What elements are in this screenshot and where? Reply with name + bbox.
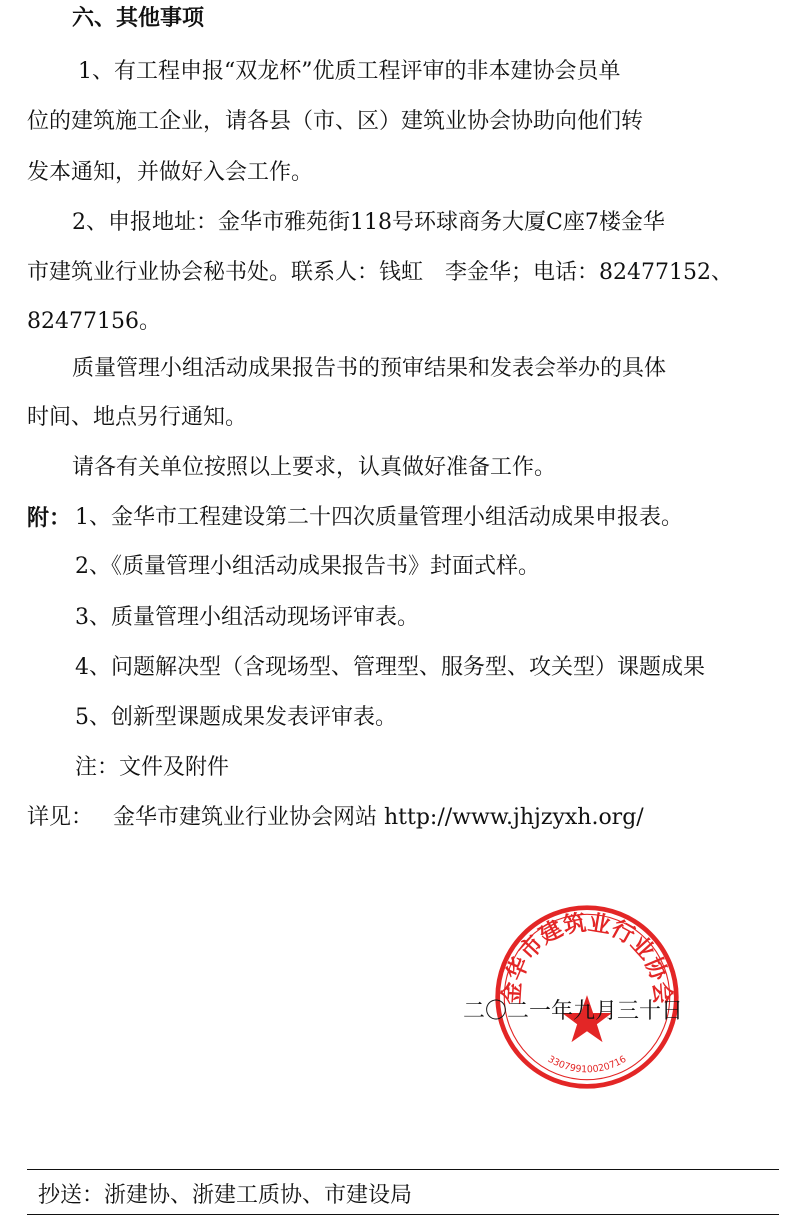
- website-link[interactable]: 金华市建筑业行业协会网站 http://www.jhjzyxh.org/: [113, 805, 644, 830]
- cc-line: 抄送：浙建协、浙建工质协、市建设局: [38, 1183, 413, 1208]
- seal-number-text: 3307991002071​6: [545, 1053, 629, 1076]
- item1-line2: 位的建筑施工企业，请各县（市、区）建筑业协会协助向他们转: [27, 109, 644, 134]
- attachment-item-1: 1、金华市工程建设第二十四次质量管理小组活动成果申报表。: [75, 505, 683, 530]
- attachments-label: 附：: [27, 505, 72, 531]
- attachment-item-4: 4、问题解决型（含现场型、管理型、服务型、攻关型）课题成果: [75, 655, 705, 680]
- item2-line3: 82477156。: [27, 309, 161, 334]
- footer-top-rule: [27, 1169, 779, 1170]
- item1-line3: 发本通知，并做好入会工作。: [27, 160, 314, 185]
- files-note: 注：文件及附件: [75, 755, 230, 780]
- request-text: 请各有关单位按照以上要求，认真做好准备工作。: [72, 455, 557, 480]
- section-heading: 六、其他事项: [72, 5, 205, 31]
- seal-title-text: 金华市建筑业行业协会: [498, 909, 676, 1006]
- item1-line1: 1、有工程申报“双龙杯”优质工程评审的非本建协会员单: [78, 59, 621, 84]
- attachment-item-3: 3、质量管理小组活动现场评审表。: [75, 605, 419, 630]
- item2-line2: 市建筑业行业协会秘书处。联系人：钱虹 李金华；电话：82477152、: [27, 260, 733, 285]
- issue-date: 二〇二一年九月三十日: [463, 999, 684, 1024]
- results-note-line1: 质量管理小组活动成果报告书的预审结果和发表会举办的具体: [72, 356, 667, 381]
- official-seal: [493, 903, 681, 1091]
- attachment-item-5: 5、创新型课题成果发表评审表。: [75, 705, 397, 730]
- footer-bottom-rule: [27, 1214, 779, 1215]
- item2-line1: 2、申报地址：金华市雅苑街118号环球商务大厦C座7楼金华: [72, 210, 665, 235]
- attachment-item-2: 2、《质量管理小组活动成果报告书》封面式样。: [75, 554, 540, 579]
- see-label: 详见：: [27, 805, 94, 830]
- results-note-line2: 时间、地点另行通知。: [27, 405, 248, 430]
